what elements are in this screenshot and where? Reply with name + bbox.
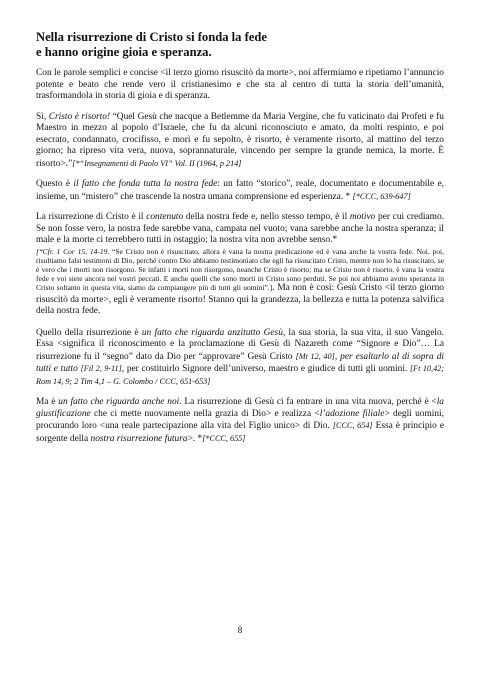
- p5-text-c: , la sua storia, la sua vita, il suo Vangelo. Essa <significa il riconoscimento e la proclamazione di Gesù di Nazareth come “Signore e Dio”… La risurrezione fu il “segno” dato da Dio per “approvare” Gesù Cristo: [36, 327, 445, 362]
- paragraph-5: [36, 328, 444, 389]
- paragraph-1: Con le parole semplici e concise <il terzo giorno risuscitò da morte>, noi affermiamo e ripetiamo l’annuncio potente e beato che rende vero il cristianesimo e che sta al centro di tutta la storia dell’umanità, trasformandola in storia di gioia e di speranza.: [36, 68, 444, 101]
- p6-italic-1: un fatto che riguarda anche noi: [58, 397, 180, 408]
- p6-reference-2: [*CCC, 655]: [202, 433, 246, 443]
- paragraph-3: [36, 179, 444, 203]
- p4-text-c: della nostra fede e, nello stesso tempo, è il: [183, 212, 350, 222]
- p6-italic-4: nostra risurrezione futura: [90, 433, 188, 444]
- footnote-reference: [*Cfr. 1 Cor 15, 14-19.: [36, 246, 110, 256]
- footnote-continuation: . Ma non è così: Gesù Cristo <il terzo giorno risuscitò da morte>, egli è veramente risorto! Stanno qui la grandezza, la bellezza e tutta la potenza salvifica della nostra fede.: [36, 283, 444, 317]
- p6-text-g: > degli uomini, procurando loro <una reale partecipazione alla vita del Figlio unico> di Dio.: [36, 408, 444, 432]
- paragraph-4: [36, 212, 444, 247]
- p4-italic-contenuto: contenuto: [146, 212, 184, 222]
- p5-reference-1: [Mt 12, 40]: [295, 351, 335, 361]
- p2-text-a: Sì,: [36, 111, 49, 122]
- p6-reference-1: [CCC, 654]: [332, 421, 373, 431]
- p3-text-a: Questo è: [36, 179, 74, 189]
- page-number: 8: [237, 626, 243, 636]
- p5-text-d: ,: [334, 351, 341, 362]
- p5-reference-3: [Ft 10,42; Rom 14, 9; 2 Tim 4,1 – G. Colombo / CCC, 651-653]: [36, 364, 444, 386]
- page-title: [36, 30, 444, 60]
- p2-reference: [*“Insegnamenti di Paolo VI” Vol. II (1964, p 214]: [72, 158, 242, 168]
- p6-text-j: >. *: [187, 433, 203, 444]
- title-line-1: Nella risurrezione di Cristo si fonda la fede: [36, 30, 267, 44]
- footnote-text: “Se Cristo non è risuscitato, allora è vana la nostra predicazione ed è vana anche la vostra fede. Noi, poi, risultiamo falsi testimoni di Dio, perché contro Dio abbiamo testimoniato che egli ha risuscitato Cristo, mentre non lo ha risuscitato, se è vero che i morti non risorgono. Se infatti i morti non risorgono, neanche Cristo è risorto; ma se Cristo non è risorto, è vana la vostra fede e voi siete ancora nei vostri peccati. E anche quelli che sono morti in Cristo sono perduti. Se poi noi abbiamo avuto speranza in Cristo soltanto in questa vita, siamo da compiangere più di tutti gli uomini”.]: [36, 246, 444, 293]
- paragraph-6: [36, 397, 444, 445]
- p6-text-c: . La risurrezione di Gesù ci fa entrare in una vita nuova, perché è <: [179, 397, 437, 408]
- p4-text-a: La risurrezione di Cristo è il: [36, 212, 147, 222]
- p3-text-c: : un fatto “storico”, reale, documentato e documentabile e, insieme, un “mistero” che trascende la nostra umana comprensione ed esperienza. *: [36, 179, 444, 202]
- p5-italic: un fatto che riguarda anzitutto Gesù: [141, 327, 283, 338]
- p5-text-g: , per costituirlo Signore dell’universo, maestro e giudice di tutti gli uomini.: [121, 364, 410, 375]
- p5-reference-2: [Fil 2, 9-11]: [80, 364, 122, 374]
- p6-text-h: Essa è principio e sorgente della: [36, 421, 444, 444]
- p6-italic-3: l’adozione filiale: [319, 408, 385, 419]
- footnote-block: [36, 247, 444, 318]
- p6-italic-2: la giustificazione: [36, 397, 444, 419]
- p5-italic-2: per esaltarlo al di sopra di tutti e tutto: [36, 351, 445, 375]
- p3-italic: il fatto che fonda tutta la nostra fede: [73, 179, 218, 189]
- p2-text-c: “Quel Gesù che nacque a Betlemme da Maria Vergine, che fu vaticinato dai Profeti e fu Maestro in mezzo al popolo d’Israele, che fu da alcuni riconosciuto e amato, da molti respinto, e poi esecrato, condannato, crocifisso, e morì e fu sepolto, è risorto, è veramente risorto, al mattino del terzo giorno; ha ripreso vita vera, nuova, soprannaturale, vincendo per sempre la grande nemica, la morte. È risorto>.”: [36, 111, 444, 169]
- spacer: [36, 318, 444, 328]
- p6-text-a: Ma è: [36, 397, 59, 408]
- p5-text-a: Quello della risurrezione è: [36, 327, 142, 338]
- p4-text-e: per cui crediamo. Se non fosse vero, la nostra fede sarebbe vana, campata nel vuoto; vana sarebbe anche la nostra speranza; il male e la morte ci terrebbero tutti in ostaggio; la nostra vita non avrebbe senso.*: [36, 212, 444, 245]
- p3-reference: [*CCC, 639-647]: [352, 191, 411, 201]
- title-line-2: e hanno origine gioia e speranza.: [36, 45, 212, 59]
- paragraph-2: [36, 112, 444, 171]
- p4-italic-motivo: motivo: [349, 212, 376, 222]
- p2-italic: Cristo è risorto!: [48, 111, 111, 122]
- p6-text-e: che ci mette nuovamente nella grazia di Dio> e realizza <: [90, 408, 320, 419]
